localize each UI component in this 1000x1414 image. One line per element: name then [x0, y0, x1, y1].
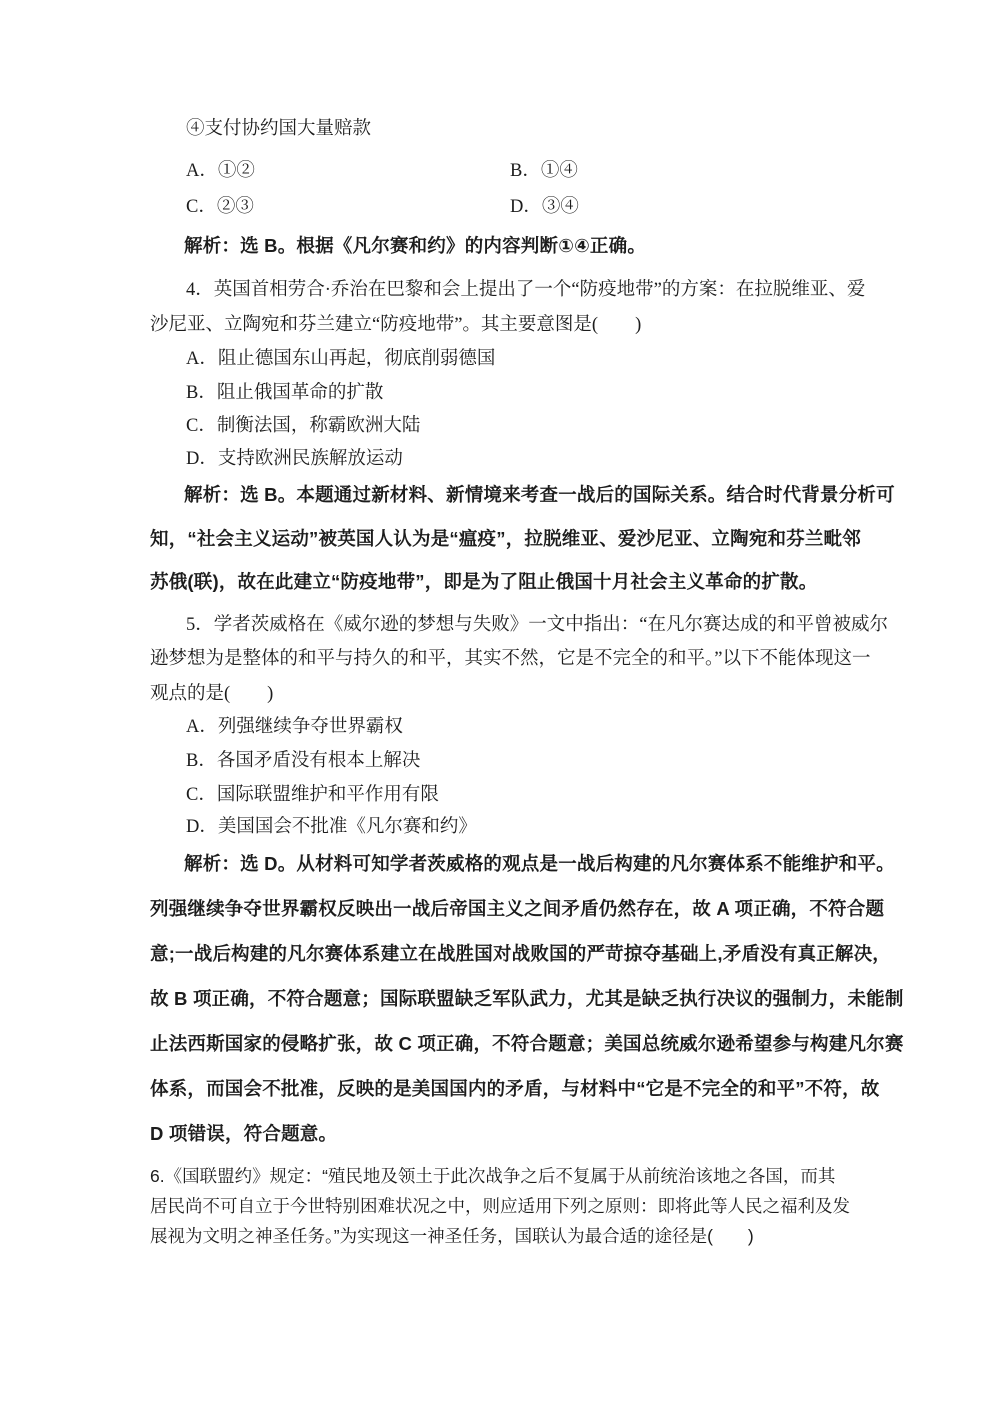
question4-stem-line-1: 4．英国首相劳合·乔治在巴黎和会上提出了一个“防疫地带”的方案：在拉脱维亚、爱: [186, 280, 866, 300]
question5-option-b: B．各国矛盾没有根本上解决: [186, 751, 421, 771]
question4-analysis-line-3: 苏俄(联)，故在此建立“防疫地带”，即是为了阻止俄国十月社会主义革命的扩散。: [150, 571, 818, 592]
question3-option-c: C．②③: [186, 197, 254, 217]
question5-analysis-line-2: 列强继续争夺世界霸权反映出一战后帝国主义之间矛盾仍然存在，故 A 项正确，不符合题: [150, 898, 885, 919]
question5-analysis-line-4: 故 B 项正确，不符合题意；国际联盟缺乏军队武力，尤其是缺乏执行决议的强制力，未能制: [150, 988, 904, 1009]
question5-analysis-line-6: 体系，而国会不批准，反映的是美国国内的矛盾，与材料中“它是不完全的和平”不符，故: [150, 1078, 880, 1099]
question5-analysis-line-3: 意;一战后构建的凡尔赛体系建立在战胜国对战败国的严苛掠夺基础上,矛盾没有真正解决，: [150, 943, 892, 964]
question4-stem-line-2: 沙尼亚、立陶宛和芬兰建立“防疫地带”。其主要意图是( ): [150, 315, 642, 335]
question3-option-b: B．①④: [510, 161, 578, 181]
question4-option-c: C．制衡法国，称霸欧洲大陆: [186, 416, 421, 436]
question5-option-c: C．国际联盟维护和平作用有限: [186, 785, 439, 805]
question5-stem-line-3: 观点的是( ): [150, 684, 274, 704]
question3-analysis: 解析：选 B。根据《凡尔赛和约》的内容判断①④正确。: [184, 235, 647, 256]
question5-option-d: D．美国国会不批准《凡尔赛和约》: [186, 817, 477, 837]
question3-option-a: A．①②: [186, 161, 255, 181]
question6-stem-line-1: 6.《国联盟约》规定：“殖民地及领土于此次战争之后不复属于从前统治该地之各国，而其: [150, 1166, 836, 1186]
question4-option-d: D．支持欧洲民族解放运动: [186, 449, 403, 469]
question5-analysis-line-5: 止法西斯国家的侵略扩张，故 C 项正确，不符合题意；美国总统威尔逊希望参与构建凡尔赛: [150, 1033, 904, 1054]
question5-stem-line-2: 逊梦想为是整体的和平与持久的和平，其实不然，它是不完全的和平。”以下不能体现这一: [150, 649, 871, 669]
question5-analysis-line-7: D 项错误，符合题意。: [150, 1123, 338, 1144]
question4-analysis-line-1: 解析：选 B。本题通过新材料、新情境来考查一战后的国际关系。结合时代背景分析可: [184, 484, 895, 505]
question5-stem-line-1: 5．学者茨威格在《威尔逊的梦想与失败》一文中指出：“在凡尔赛达成的和平曾被威尔: [186, 615, 888, 635]
question5-option-a: A．列强继续争夺世界霸权: [186, 717, 403, 737]
question4-option-a: A．阻止德国东山再起，彻底削弱德国: [186, 349, 496, 369]
question4-analysis-line-2: 知，“社会主义运动”被英国人认为是“瘟疫”，拉脱维亚、爱沙尼亚、立陶宛和芬兰毗邻: [150, 528, 862, 549]
question5-analysis-line-1: 解析：选 D。从材料可知学者茨威格的观点是一战后构建的凡尔赛体系不能维护和平。: [184, 853, 895, 874]
question6-stem-line-2: 居民尚不可自立于今世特别困难状况之中，则应适用下列之原则：即将此等人民之福利及发: [150, 1196, 850, 1216]
question3-choice-item-4: ④支付协约国大量赔款: [186, 119, 372, 139]
question6-stem-line-3: 展视为文明之神圣任务。”为实现这一神圣任务，国联认为最合适的途径是( ): [150, 1226, 754, 1246]
question3-option-d: D．③④: [510, 197, 579, 217]
question4-option-b: B．阻止俄国革命的扩散: [186, 383, 384, 403]
